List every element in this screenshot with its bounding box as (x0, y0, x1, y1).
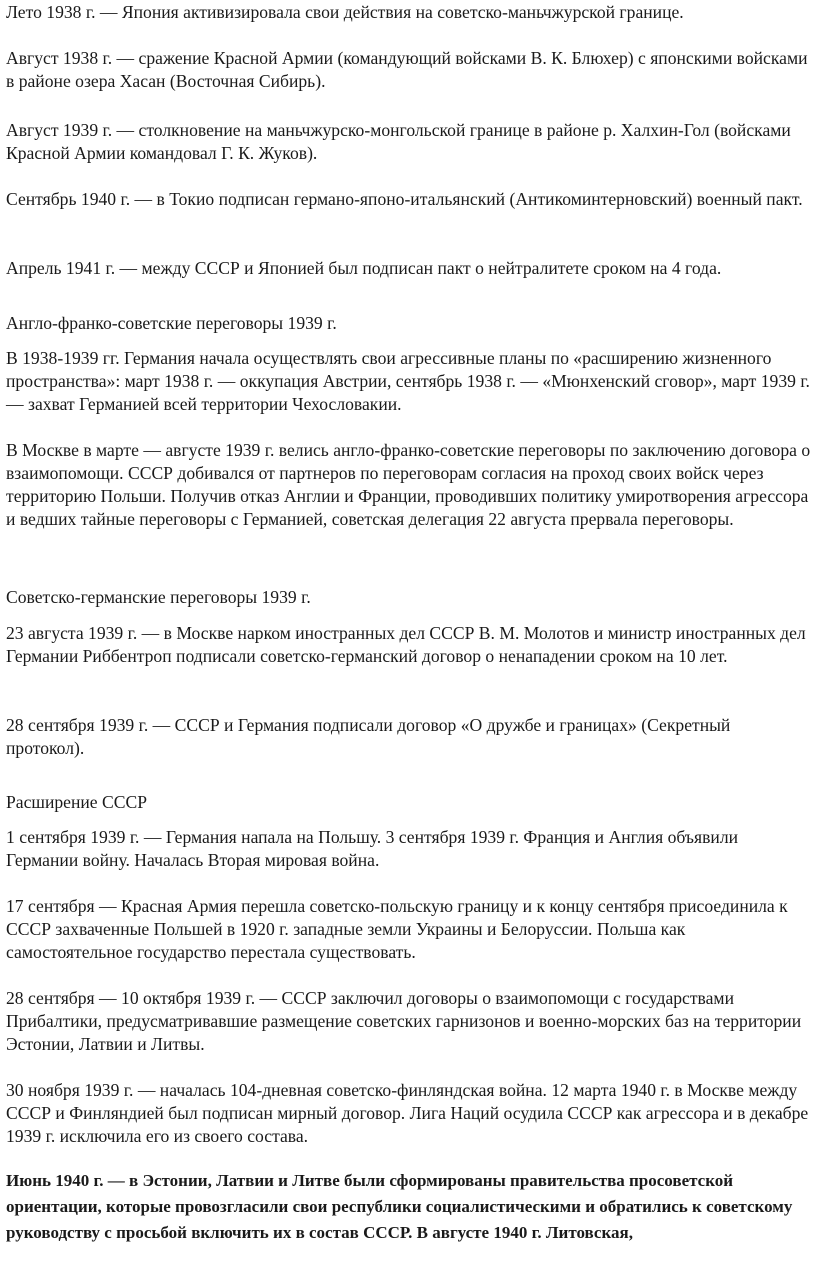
paragraph-august-1939: Август 1939 г. — столкновение на маньчжурско-монгольской границе в районе р. Халхин-Гол (войсками Красной Армии командовал Г. К. Жуков). (6, 120, 791, 163)
paragraph-april-1941: Апрель 1941 г. — между СССР и Японией был подписан пакт о нейтралитете сроком на 4 года. (6, 258, 722, 278)
section-heading-anglo-franco-soviet: Англо-франко-советские переговоры 1939 г. (6, 313, 337, 333)
paragraph-august-23-1939: 23 августа 1939 г. — в Москве нарком иностранных дел СССР В. М. Молотов и министр иностранных дел Германии Риббентроп подписали советско-германский договор о ненападении сроком на 10 лет. (6, 623, 806, 666)
paragraph-moscow-negotiations: В Москве в марте — августе 1939 г. велись англо-франко-советские переговоры по заключению договора о взаимопомощи. СССР добивался от партнеров по переговорам согласия на проход своих войск через территорию Польши. Получив отказ Англии и Франции, проводивших политику умиротворения агрессора и ведших тайные переговоры с Германией, советская делегация 22 августа прервала переговоры. (6, 440, 811, 529)
paragraph-summer-1938: Лето 1938 г. — Япония активизировала свои действия на советско-маньчжурской границе. (6, 2, 684, 22)
paragraph-september-17: 17 сентября — Красная Армия перешла советско-польскую границу и к концу сентября присоединила к СССР захваченные Польшей в 1920 г. западные земли Украины и Белоруссии. Польша как самостоятельное государство перестала существовать. (6, 896, 788, 962)
paragraph-winter-war: 30 ноября 1939 г. — началась 104-дневная советско-финляндская война. 12 марта 1940 г. в Москве между СССР и Финляндией был подписан мирный договор. Лига Наций осудила СССР как агрессора и в декабре 1939 г. исключила его из своего состава. (6, 1080, 809, 1146)
paragraph-august-1938: Август 1938 г. — сражение Красной Армии (командующий войсками В. К. Блюхер) с японскими войсками в районе озера Хасан (Восточная Сибирь). (6, 48, 808, 91)
paragraph-baltic-treaties: 28 сентября — 10 октября 1939 г. — СССР заключил договоры о взаимопомощи с государствами Прибалтики, предусматривавшие размещение советских гарнизонов и военно-морских баз на территории Эстонии, Латвии и Литвы. (6, 988, 802, 1054)
section-heading-soviet-german: Советско-германские переговоры 1939 г. (6, 587, 311, 607)
paragraph-september-1-1939: 1 сентября 1939 г. — Германия напала на Польшу. 3 сентября 1939 г. Франция и Англия объявили Германии войну. Началась Вторая мировая война. (6, 827, 739, 870)
paragraph-germany-1938-1939: В 1938-1939 гг. Германия начала осуществлять свои агрессивные планы по «расширению жизненного пространства»: март 1938 г. — оккупация Австрии, сентябрь 1938 г. — «Мюнхенский сговор», март 1939 г. — захват Германией всей территории Чехословакии. (6, 348, 810, 414)
paragraph-september-1940: Сентябрь 1940 г. — в Токио подписан германо-японо-итальянский (Антикоминтерновский) военный пакт. (6, 189, 803, 209)
paragraph-september-28-1939: 28 сентября 1939 г. — СССР и Германия подписали договор «О дружбе и границах» (Секретный протокол). (6, 715, 731, 758)
paragraph-june-1940: Июнь 1940 г. — в Эстонии, Латвии и Литве были сформированы правительства просоветской ориентации, которые провозгласили свои республики социалистическими и обратились к советскому руководству с просьбой включить их в состав СССР. В августе 1940 г. Литовская, (6, 1171, 793, 1242)
section-heading-ussr-expansion: Расширение СССР (6, 792, 147, 812)
